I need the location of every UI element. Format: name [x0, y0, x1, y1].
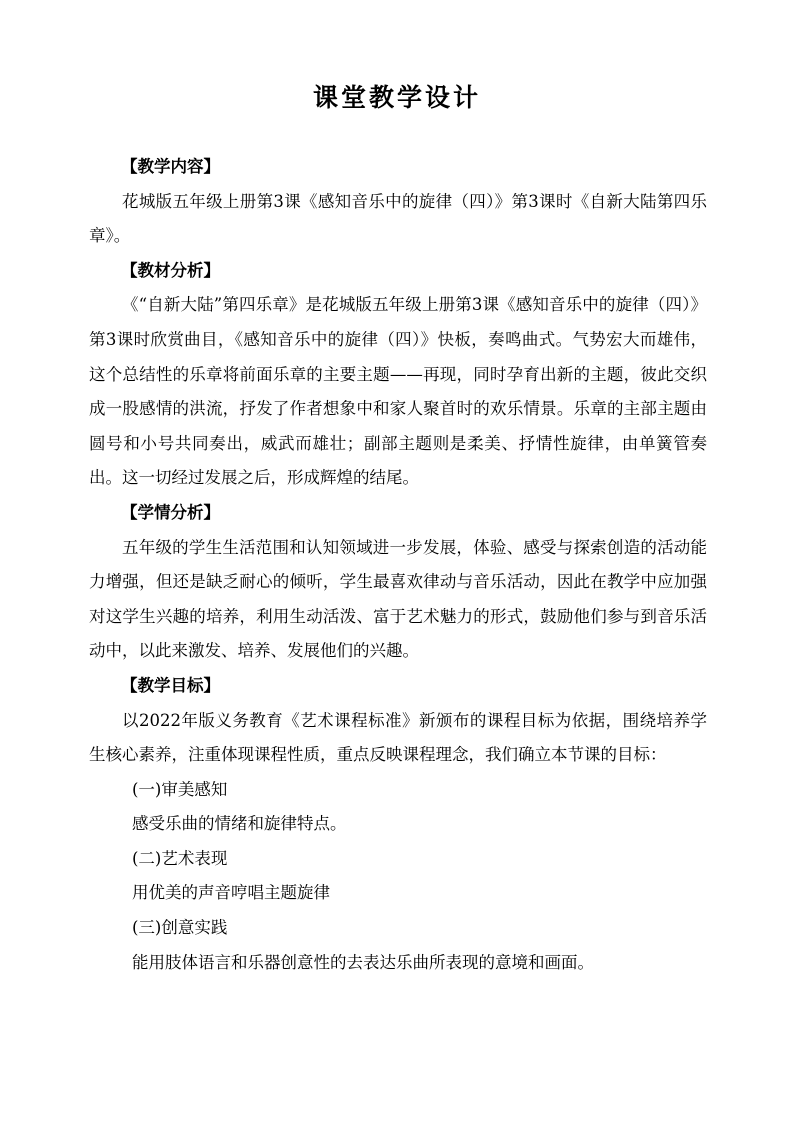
section-text-students: 五年级的学生生活范围和认知领域进一步发展，体验、感受与探索创造的活动能力增强，但还是缺乏耐心的倾听，学生最喜欢律动与音乐活动，因此在教学中应加强对这学生兴趣的培养，利用生动活泼、富于艺术魅力的形式，鼓励他们参与到音乐活动中，以此来激发、培养、发展他们的兴趣。: [89, 537, 707, 661]
section-text-goals: 以2022年版义务教育《艺术课程标准》新颁布的课程目标为依据，围绕培养学生核心素养，注重体现课程性质，重点反映课程理念，我们确立本节课的目标：: [89, 710, 707, 765]
goal-text-expression: 用优美的声音哼唱主题旋律: [132, 883, 330, 903]
section-text-content: 花城版五年级上册第3课《感知音乐中的旋律（四）》第3课时《自新大陆第四乐章》。: [89, 191, 707, 246]
goal-label-practice: (三)创意实践: [132, 918, 228, 938]
goal-text-aesthetic: 感受乐曲的情绪和旋律特点。: [132, 814, 347, 834]
goal-label-aesthetic: (一)审美感知: [132, 779, 228, 799]
section-text-material: 《“自新大陆”第四乐章》是花城版五年级上册第3课《感知音乐中的旋律（四）》第3课时欣赏曲目，《感知音乐中的旋律（四）》快板，奏鸣曲式。气势宏大而雄伟，这个总结性的乐章将前面乐章的主要主题——再现，同时孕育出新的主题，彼此交织成一股感情的洪流，抒发了作者想象中和家人聚首时的欢乐情景。乐章的主部主题由圆号和小号共同奏出，威武而雄壮；副部主题则是柔美、抒情性旋律，由单簧管奏出。这一切经过发展之后，形成辉煌的结尾。: [89, 295, 707, 488]
section-heading-goals: 【教学目标】: [121, 675, 220, 695]
page-title: 课堂教学设计: [312, 83, 481, 112]
section-heading-material: 【教材分析】: [121, 260, 220, 280]
goal-text-practice: 能用肢体语言和乐器创意性的去表达乐曲所表现的意境和画面。: [132, 952, 594, 972]
section-heading-students: 【学情分析】: [121, 502, 220, 522]
document-body: [89, 150, 707, 980]
section-heading-content: 【教学内容】: [121, 157, 220, 176]
goal-label-expression: (二)艺术表现: [132, 848, 228, 868]
